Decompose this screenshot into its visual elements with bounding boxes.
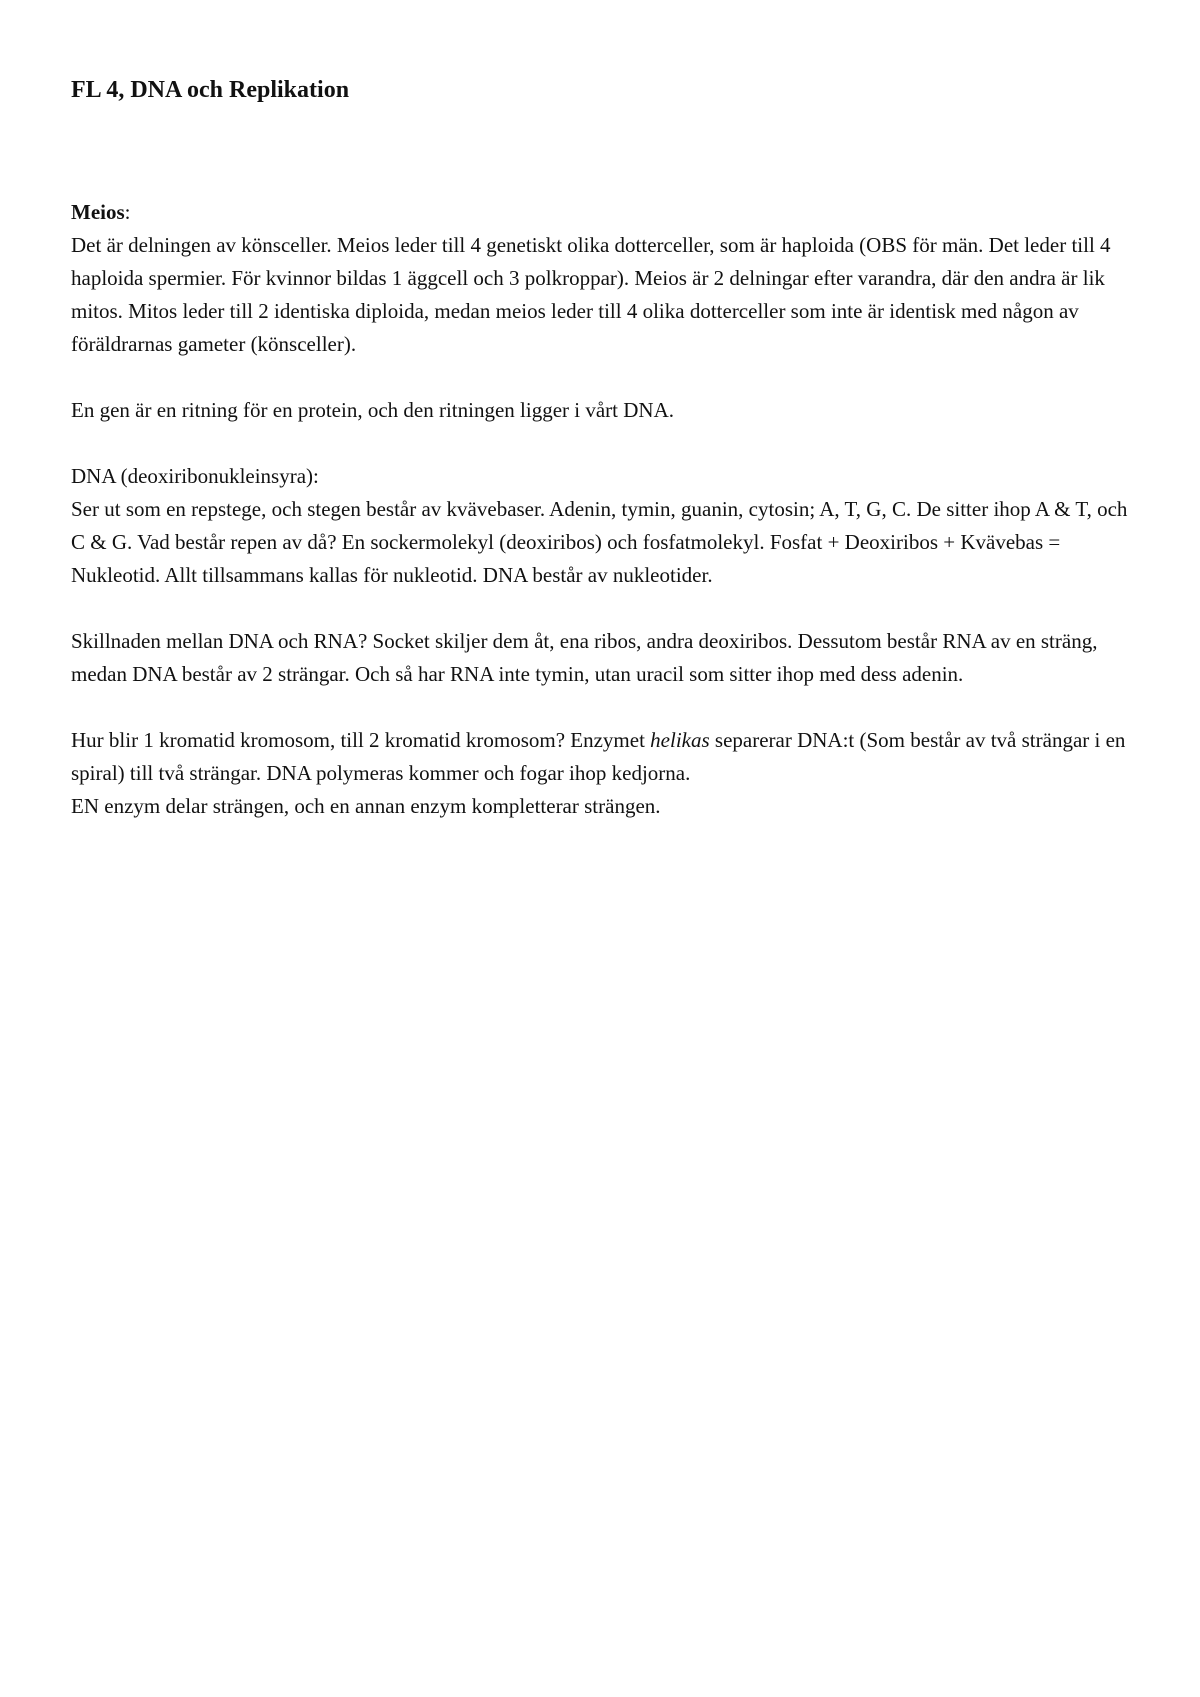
spacer xyxy=(71,427,1141,460)
dna-paragraph: Ser ut som en repstege, och stegen består av kvävebaser. Adenin, tymin, guanin, cytosin; A, T, G, C. De sitter ihop A & T, och C & G. Vad består repen av då? En sockermolekyl (deoxiribos) och fosfatmolekyl. Fosfat + Deoxiribos + Kvävebas = Nukleotid. Allt tillsammans kallas för nukleotid. DNA består av nukleotider. xyxy=(71,497,1128,587)
spacer xyxy=(71,691,1141,724)
meios-paragraph: Det är delningen av könsceller. Meios leder till 4 genetiskt olika dotterceller, som är haploida (OBS för män. Det leder till 4 haploida spermier. För kvinnor bildas 1 äggcell och 3 polkroppar). Meios är 2 delningar efter varandra, där den andra är lik mitos. Mitos leder till 2 identiska diploida, medan meios leder till 4 olika dotterceller som inte är identisk med någon av föräldrarnas gameter (könsceller). xyxy=(71,233,1111,356)
replication-text-start: Hur blir 1 kromatid kromosom, till 2 kromatid kromosom? Enzymet xyxy=(71,728,651,752)
dna-heading: DNA (deoxiribonukleinsyra): xyxy=(71,464,319,488)
helikas-term: helikas xyxy=(650,728,710,752)
document-title: FL 4, DNA och Replikation xyxy=(71,77,350,103)
document-content xyxy=(71,72,1141,823)
meios-heading-colon: : xyxy=(124,200,131,224)
meios-heading: Meios xyxy=(71,200,125,224)
spacer xyxy=(71,592,1141,625)
enzyme-line: EN enzym delar strängen, och en annan enzym kompletterar strängen. xyxy=(71,794,661,818)
spacer xyxy=(71,108,1141,196)
replication-paragraph xyxy=(71,724,1141,790)
meios-heading-line xyxy=(71,196,1141,229)
gene-paragraph: En gen är en ritning för en protein, och den ritningen ligger i vårt DNA. xyxy=(71,398,674,422)
spacer xyxy=(71,361,1141,394)
replication-text-end: separerar DNA:t (Som består av två strängar i en spiral) till två strängar. DNA polymeras kommer och fogar ihop kedjorna. xyxy=(71,728,1126,785)
rna-paragraph: Skillnaden mellan DNA och RNA? Socket skiljer dem åt, ena ribos, andra deoxiribos. Dessutom består RNA av en sträng, medan DNA består av 2 strängar. Och så har RNA inte tymin, utan uracil som sitter ihop med dess adenin. xyxy=(71,629,1098,686)
